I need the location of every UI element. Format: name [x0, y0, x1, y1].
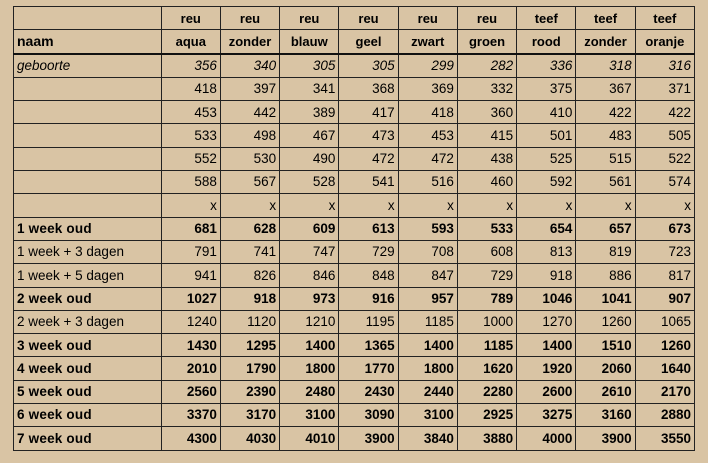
weight-cell: 1400	[517, 334, 576, 357]
weight-cell: 1195	[339, 310, 398, 333]
weight-cell: 389	[280, 101, 339, 124]
weight-cell: 533	[161, 124, 220, 147]
weight-cell: 1027	[161, 287, 220, 310]
weight-cell: 1185	[398, 310, 457, 333]
weight-cell: 1065	[635, 310, 694, 333]
weight-cell: 410	[517, 101, 576, 124]
weight-cell: 916	[339, 287, 398, 310]
puppy-name-cell: oranje	[635, 30, 694, 54]
weight-cell: 438	[457, 147, 516, 170]
weight-cell: 2600	[517, 380, 576, 403]
weight-cell: 282	[457, 54, 516, 78]
row-label-cell	[14, 124, 162, 147]
weight-cell: 654	[517, 217, 576, 240]
weight-cell: 1790	[220, 357, 279, 380]
table-row	[14, 124, 695, 147]
weight-cell: 453	[398, 124, 457, 147]
row-label-cell: 3 week oud	[14, 334, 162, 357]
sex-cell: teef	[517, 7, 576, 30]
row-label-cell	[14, 171, 162, 194]
row-label-cell: geboorte	[14, 54, 162, 78]
weight-cell: 516	[398, 171, 457, 194]
table-row	[14, 357, 695, 380]
table-row	[14, 171, 695, 194]
weight-cell: 847	[398, 264, 457, 287]
weight-cell: 741	[220, 240, 279, 263]
weight-cell: 1240	[161, 310, 220, 333]
table-row	[14, 194, 695, 217]
puppy-name-cell: rood	[517, 30, 576, 54]
row-label-cell: 2 week + 3 dagen	[14, 310, 162, 333]
row-label-cell: 1 week oud	[14, 217, 162, 240]
weight-cell: 472	[339, 147, 398, 170]
puppy-name-cell: groen	[457, 30, 516, 54]
weight-cell: 525	[517, 147, 576, 170]
weight-cell: 371	[635, 77, 694, 100]
weight-cell: 1770	[339, 357, 398, 380]
weight-cell: 418	[398, 101, 457, 124]
header-cell	[14, 7, 162, 30]
weight-cell: 453	[161, 101, 220, 124]
weight-cell: 483	[576, 124, 635, 147]
weight-cell: 819	[576, 240, 635, 263]
weight-cell: 846	[280, 264, 339, 287]
weight-cell: 422	[576, 101, 635, 124]
sex-cell: reu	[280, 7, 339, 30]
weight-cell: 1400	[398, 334, 457, 357]
weight-cell: 369	[398, 77, 457, 100]
weight-cell: 1920	[517, 357, 576, 380]
weight-cell: 417	[339, 101, 398, 124]
weight-cell: 2060	[576, 357, 635, 380]
weight-cell: 3170	[220, 404, 279, 427]
puppy-name-cell: geel	[339, 30, 398, 54]
weight-cell: 530	[220, 147, 279, 170]
table-row	[14, 147, 695, 170]
weight-cell: 4010	[280, 427, 339, 450]
weight-cell: x	[635, 194, 694, 217]
weight-cell: x	[457, 194, 516, 217]
sex-cell: reu	[161, 7, 220, 30]
row-label-cell: 6 week oud	[14, 404, 162, 427]
weight-cell: 826	[220, 264, 279, 287]
weight-cell: 957	[398, 287, 457, 310]
weight-cell: x	[576, 194, 635, 217]
weight-cell: 2010	[161, 357, 220, 380]
table-row	[14, 380, 695, 403]
weight-cell: 1400	[280, 334, 339, 357]
weight-cell: 552	[161, 147, 220, 170]
weight-cell: 305	[339, 54, 398, 78]
weight-cell: 473	[339, 124, 398, 147]
weight-cell: 472	[398, 147, 457, 170]
weight-cell: 791	[161, 240, 220, 263]
weight-cell: 2430	[339, 380, 398, 403]
weight-cell: 729	[457, 264, 516, 287]
weight-cell: 1185	[457, 334, 516, 357]
weight-cell: 2925	[457, 404, 516, 427]
weight-cell: 1430	[161, 334, 220, 357]
weight-cell: 628	[220, 217, 279, 240]
weight-cell: 4300	[161, 427, 220, 450]
row-label-cell: 1 week + 3 dagen	[14, 240, 162, 263]
weight-cell: 367	[576, 77, 635, 100]
puppy-name-cell: blauw	[280, 30, 339, 54]
weight-cell: 4000	[517, 427, 576, 450]
weight-cell: x	[161, 194, 220, 217]
table-row	[14, 264, 695, 287]
weight-cell: 3275	[517, 404, 576, 427]
weight-cell: 723	[635, 240, 694, 263]
weight-cell: 375	[517, 77, 576, 100]
weight-cell: 356	[161, 54, 220, 78]
weight-cell: 1640	[635, 357, 694, 380]
weight-table-container	[13, 6, 695, 451]
weight-cell: 305	[280, 54, 339, 78]
weight-cell: 1120	[220, 310, 279, 333]
weight-cell: 490	[280, 147, 339, 170]
weight-cell: 528	[280, 171, 339, 194]
weight-cell: 657	[576, 217, 635, 240]
row-label-cell	[14, 194, 162, 217]
weight-cell: 848	[339, 264, 398, 287]
weight-cell: 318	[576, 54, 635, 78]
puppy-weight-table	[13, 6, 695, 451]
weight-cell: 3900	[576, 427, 635, 450]
sex-header-row	[14, 7, 695, 30]
weight-cell: 918	[517, 264, 576, 287]
weight-cell: 1620	[457, 357, 516, 380]
weight-cell: 1000	[457, 310, 516, 333]
table-row	[14, 77, 695, 100]
row-label-cell: 5 week oud	[14, 380, 162, 403]
table-row	[14, 310, 695, 333]
weight-cell: 608	[457, 240, 516, 263]
weight-cell: x	[398, 194, 457, 217]
weight-cell: 1510	[576, 334, 635, 357]
weight-cell: 1800	[398, 357, 457, 380]
weight-cell: 467	[280, 124, 339, 147]
weight-cell: 3100	[398, 404, 457, 427]
weight-cell: 561	[576, 171, 635, 194]
weight-cell: 1260	[576, 310, 635, 333]
weight-cell: 4030	[220, 427, 279, 450]
weight-cell: 3900	[339, 427, 398, 450]
weight-cell: 3550	[635, 427, 694, 450]
sex-cell: reu	[220, 7, 279, 30]
weight-cell: 3840	[398, 427, 457, 450]
weight-cell: 1210	[280, 310, 339, 333]
row-label-cell: 7 week oud	[14, 427, 162, 450]
weight-cell: 567	[220, 171, 279, 194]
weight-cell: 501	[517, 124, 576, 147]
table-row	[14, 54, 695, 78]
sex-cell: teef	[576, 7, 635, 30]
weight-cell: 609	[280, 217, 339, 240]
weight-cell: 886	[576, 264, 635, 287]
sex-cell: reu	[398, 7, 457, 30]
sex-cell: teef	[635, 7, 694, 30]
puppy-name-cell: aqua	[161, 30, 220, 54]
weight-cell: 2280	[457, 380, 516, 403]
weight-cell: 316	[635, 54, 694, 78]
sex-cell: reu	[339, 7, 398, 30]
weight-cell: x	[220, 194, 279, 217]
weight-cell: 673	[635, 217, 694, 240]
weight-cell: 3880	[457, 427, 516, 450]
table-row	[14, 101, 695, 124]
weight-cell: 332	[457, 77, 516, 100]
weight-cell: 907	[635, 287, 694, 310]
weight-cell: 460	[457, 171, 516, 194]
weight-cell: 2170	[635, 380, 694, 403]
weight-cell: 593	[398, 217, 457, 240]
weight-cell: 2440	[398, 380, 457, 403]
table-row	[14, 334, 695, 357]
table-row	[14, 427, 695, 450]
row-label-cell	[14, 101, 162, 124]
weight-cell: 1041	[576, 287, 635, 310]
row-label-cell	[14, 147, 162, 170]
weight-cell: x	[517, 194, 576, 217]
weight-cell: 368	[339, 77, 398, 100]
weight-cell: 1365	[339, 334, 398, 357]
name-column-header: naam	[14, 30, 162, 54]
weight-cell: 588	[161, 171, 220, 194]
weight-cell: 1270	[517, 310, 576, 333]
weight-cell: 681	[161, 217, 220, 240]
weight-cell: 3090	[339, 404, 398, 427]
weight-cell: 522	[635, 147, 694, 170]
weight-cell: 747	[280, 240, 339, 263]
weight-cell: 397	[220, 77, 279, 100]
weight-cell: 789	[457, 287, 516, 310]
weight-cell: 2880	[635, 404, 694, 427]
weight-cell: 3160	[576, 404, 635, 427]
weight-cell: 813	[517, 240, 576, 263]
weight-cell: 1260	[635, 334, 694, 357]
weight-cell: x	[280, 194, 339, 217]
weight-cell: 422	[635, 101, 694, 124]
weight-cell: 3100	[280, 404, 339, 427]
weight-cell: 360	[457, 101, 516, 124]
weight-cell: 574	[635, 171, 694, 194]
weight-cell: x	[339, 194, 398, 217]
puppy-name-cell: zwart	[398, 30, 457, 54]
weight-cell: 941	[161, 264, 220, 287]
row-label-cell	[14, 77, 162, 100]
weight-cell: 918	[220, 287, 279, 310]
weight-cell: 299	[398, 54, 457, 78]
table-row	[14, 217, 695, 240]
weight-cell: 708	[398, 240, 457, 263]
sex-cell: reu	[457, 7, 516, 30]
weight-cell: 541	[339, 171, 398, 194]
weight-cell: 3370	[161, 404, 220, 427]
weight-cell: 498	[220, 124, 279, 147]
weight-cell: 1800	[280, 357, 339, 380]
weight-cell: 1046	[517, 287, 576, 310]
weight-cell: 505	[635, 124, 694, 147]
weight-cell: 592	[517, 171, 576, 194]
weight-cell: 515	[576, 147, 635, 170]
puppy-name-cell: zonder	[576, 30, 635, 54]
weight-cell: 533	[457, 217, 516, 240]
weight-cell: 613	[339, 217, 398, 240]
weight-cell: 2480	[280, 380, 339, 403]
name-header-row	[14, 30, 695, 54]
weight-cell: 2560	[161, 380, 220, 403]
weight-cell: 415	[457, 124, 516, 147]
weight-cell: 1295	[220, 334, 279, 357]
weight-cell: 817	[635, 264, 694, 287]
weight-cell: 2390	[220, 380, 279, 403]
table-row	[14, 240, 695, 263]
weight-cell: 418	[161, 77, 220, 100]
row-label-cell: 2 week oud	[14, 287, 162, 310]
weight-cell: 341	[280, 77, 339, 100]
table-row	[14, 404, 695, 427]
weight-cell: 729	[339, 240, 398, 263]
weight-cell: 442	[220, 101, 279, 124]
weight-cell: 336	[517, 54, 576, 78]
row-label-cell: 1 week + 5 dagen	[14, 264, 162, 287]
puppy-name-cell: zonder	[220, 30, 279, 54]
weight-cell: 2610	[576, 380, 635, 403]
weight-cell: 973	[280, 287, 339, 310]
table-row	[14, 287, 695, 310]
row-label-cell: 4 week oud	[14, 357, 162, 380]
weight-cell: 340	[220, 54, 279, 78]
